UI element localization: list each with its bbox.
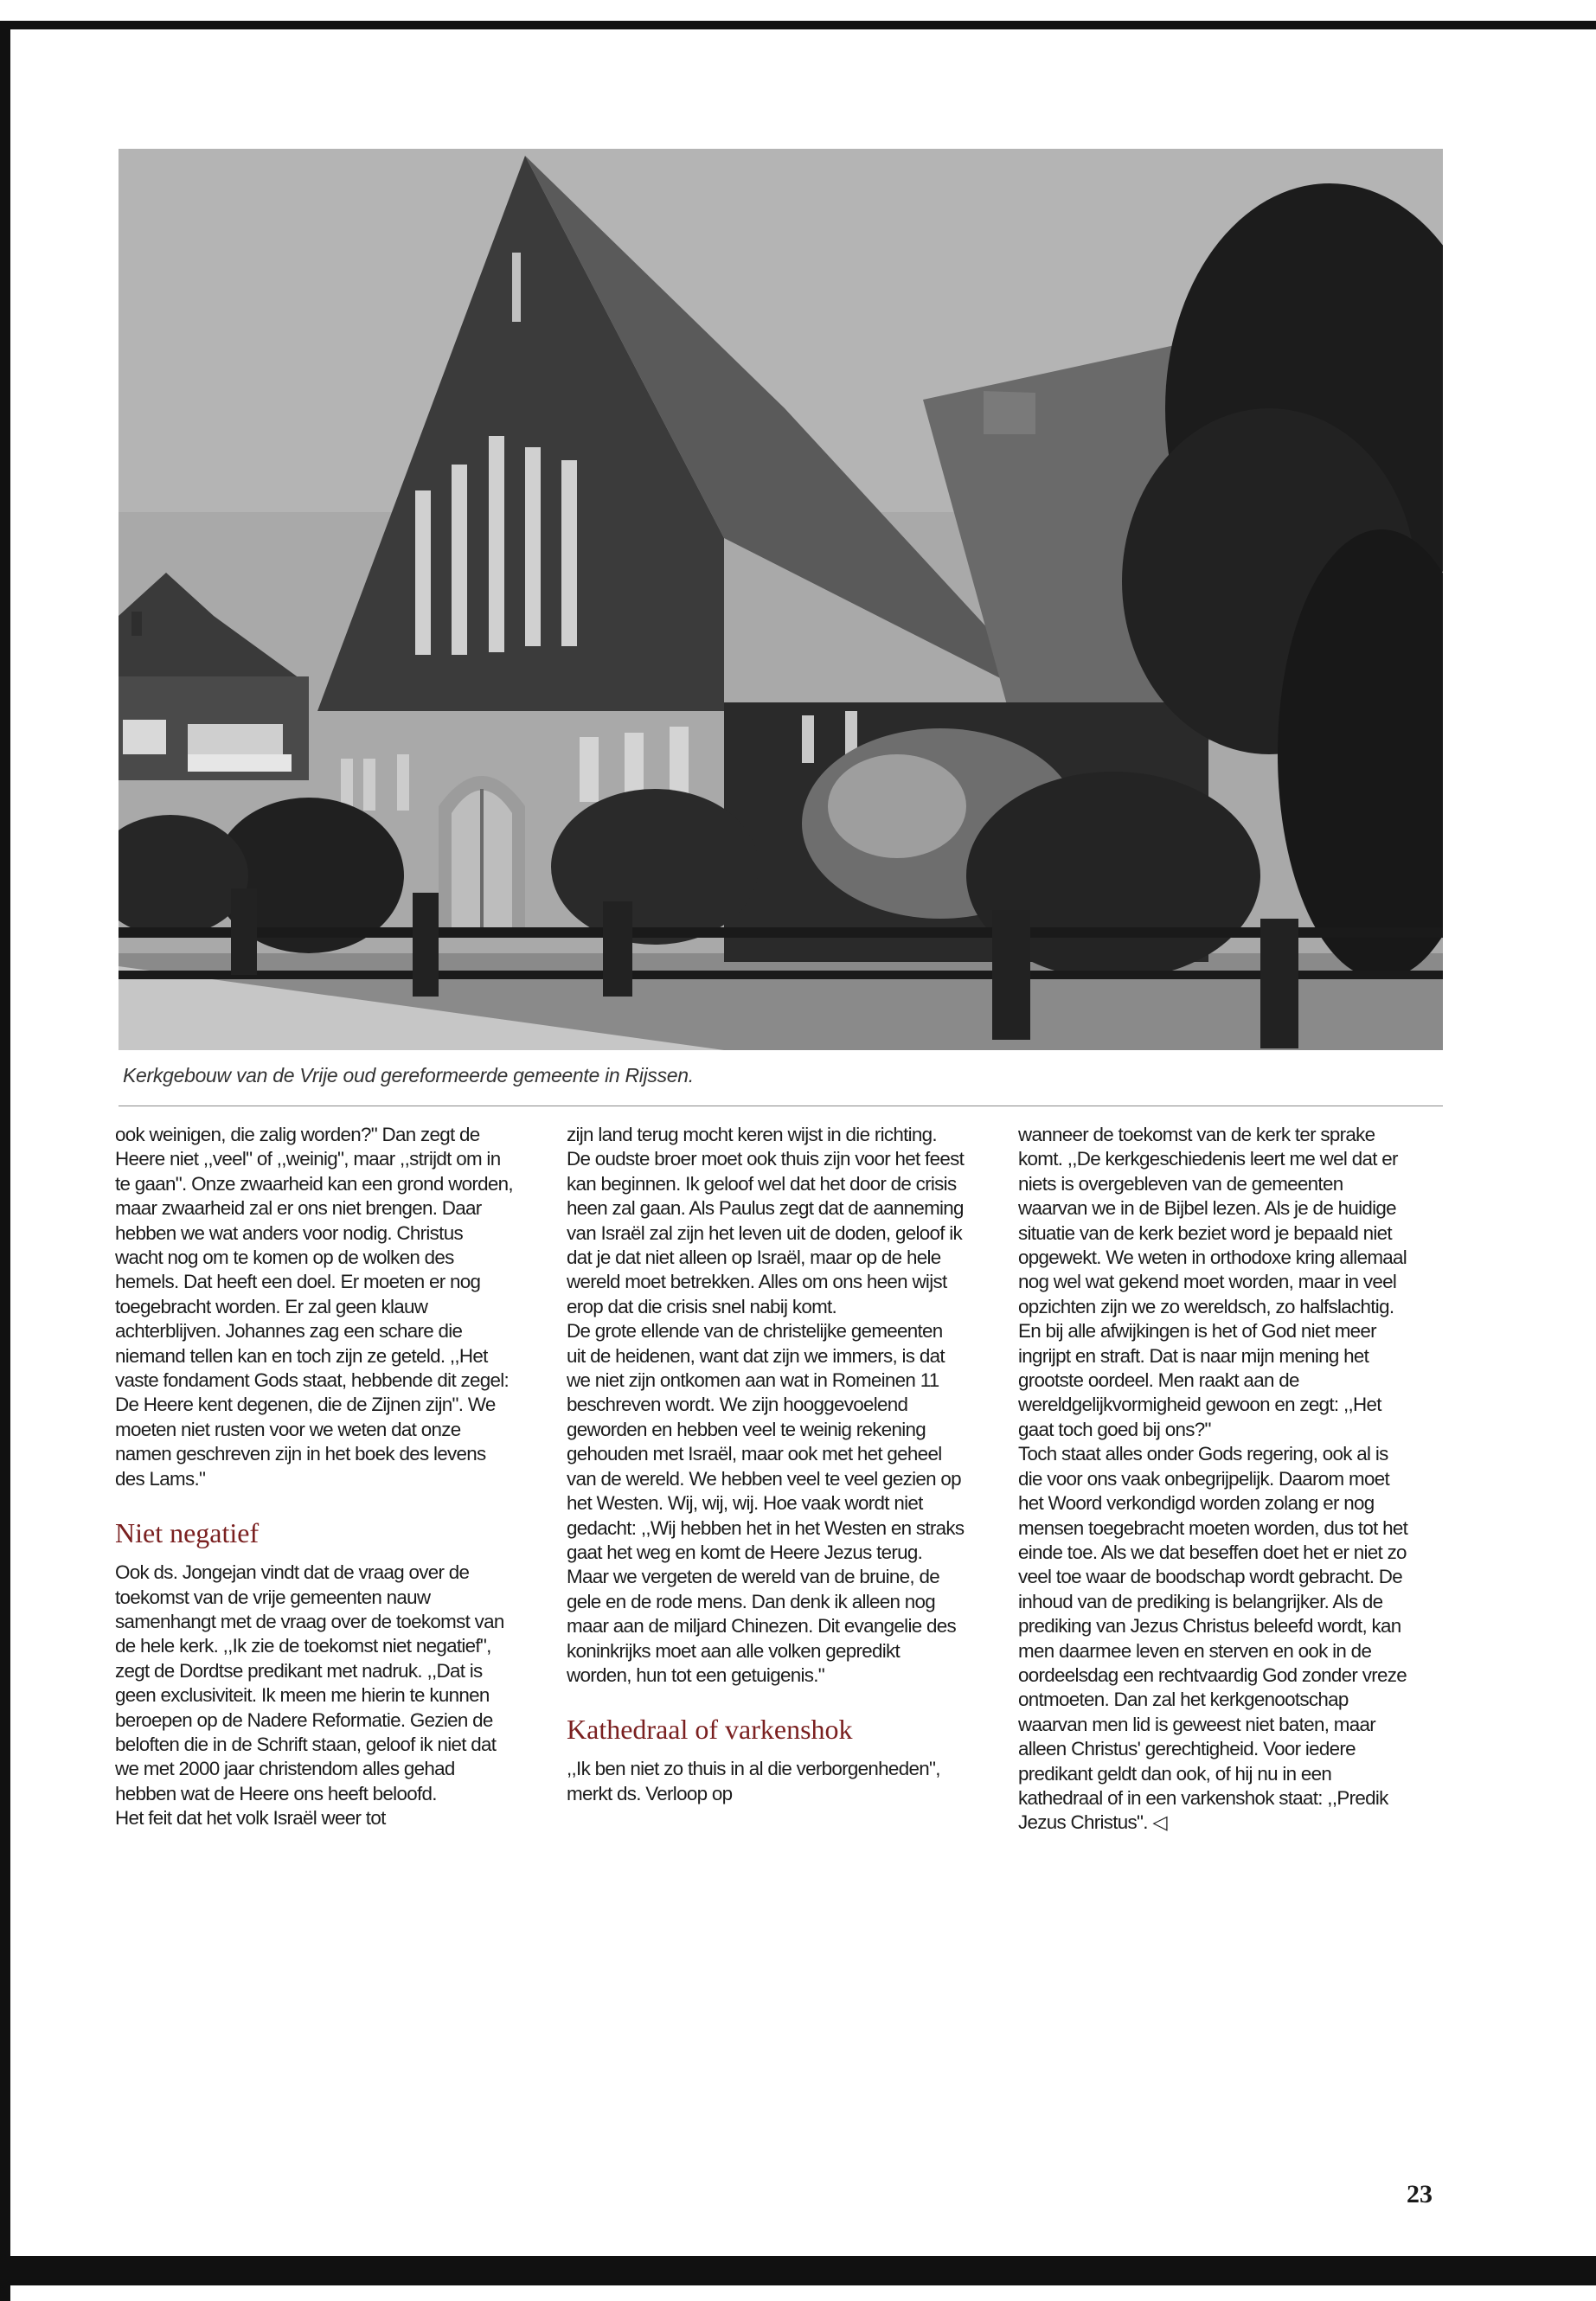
text-column-3 xyxy=(1018,1123,1416,1836)
church-photo xyxy=(119,149,1443,1050)
page-bottom-border xyxy=(0,2256,1596,2285)
page-left-border xyxy=(0,21,10,2301)
paragraph: De grote ellende van de christelijke gemeenten uit de heidenen, want dat zijn we immers, is dat we niet zijn ontkomen aan wat in Romeinen 11 beschreven wordt. We zijn hooggevoelend geworden en hebben veel te weinig rekening gehouden met Israël, maar ook met het geheel van de wereld. We hebben veel te veel gezien op het Westen. Wij, wij, wij. Hoe vaak wordt niet gedacht: ,,Wij hebben het in het Westen en straks gaat het weg en komt de Heere Jezus terug. Maar we vergeten de wereld van de bruine, de gele en de rode mens. Dan denk ik alleen nog maar aan de miljard Chinezen. Dit evangelie des koninkrijks moet aan alle volken gepredikt worden, hun tot een getuigenis." xyxy=(567,1320,965,1686)
page-top-border xyxy=(0,21,1596,29)
paragraph: Toch staat alles onder Gods regering, ook al is die voor ons vaak onbegrijpelijk. Daarom moet het Woord verkondigd worden zolang er nog mensen toegebracht moeten worden, dus tot het einde toe. Als we dat beseffen doet het er niet zo veel toe waar de boodschap wordt gebracht. De inhoud van de prediking is belangrijker. Als de prediking van Jezus Christus beleefd wordt, kan men daarmee leven en sterven en ook in de oordeelsdag een rechtvaardig God zonder vreze ontmoeten. Dan zal het kerkgenootschap waarvan men lid is geweest niet baten, maar alleen Christus' gerechtigheid. Voor iedere predikant geldt dan ook, of hij nu in een kathedraal of in een varkenshok staat: ,,Predik Jezus Christus". ◁ xyxy=(1018,1443,1408,1834)
paragraph: zijn land terug mocht keren wijst in die richting. De oudste broer moet ook thuis zijn voor het feest kan beginnen. Ik geloof wel dat het door de crisis heen zal gaan. Als Paulus zegt dat de aanneming van Israël zal zijn het leven uit de doden, geloof ik dat je dat niet alleen op Israël, maar op de hele wereld moet betrekken. Alles om ons heen wijst erop dat die crisis snel nabij komt. xyxy=(567,1124,965,1317)
photo-caption: Kerkgebouw van de Vrije oud gereformeerde gemeente in Rijssen. xyxy=(123,1064,694,1086)
paragraph: wanneer de toekomst van de kerk ter sprake komt. ,,De kerkgeschiedenis leert me wel dat er niets is overgebleven van de gemeenten waarvan we in de Bijbel lezen. Als je de huidige situatie van de kerk beziet word je bepaald niet opgewekt. We weten in orthodoxe kring allemaal nog wel wat gekend moet worden, maar in veel opzichten zijn we zo wereldsch, zo halfslachtig. En bij alle afwijkingen is het of God niet meer ingrijpt en straft. Dat is naar mijn mening het grootste oordeel. Men raakt aan de wereldgelijkvormigheid gewoon en zegt: ,,Het gaat toch goed bij ons?" xyxy=(1018,1124,1407,1440)
paragraph: ,,Ik ben niet zo thuis in al die verborgenheden", merkt ds. Verloop op xyxy=(567,1758,940,1804)
section-heading-niet-negatief: Niet negatief xyxy=(115,1517,260,1549)
page-number: 23 xyxy=(1407,2180,1433,2208)
paragraph: ook weinigen, die zalig worden?" Dan zegt de Heere niet ,,veel" of ,,weinig", maar ,,strijdt om in te gaan". Onze zwaarheid kan een grond worden, maar zwaarheid zal er ons niet brengen. Daar hebben we wat anders voor nodig. Christus wacht nog om te komen op de wolken des hemels. Dat heeft een doel. Er moeten er nog toegebracht worden. Er zal geen klauw achterblijven. Johannes zag een schare die niemand tellen kan en toch zijn ze geteld. ,,Het vaste fondament Gods staat, hebbende dit zegel: De Heere kent degenen, die de Zijnen zijn". We moeten niet rusten voor we weten dat onze namen geschreven zijn in het boek des levens des Lams." xyxy=(115,1124,513,1490)
paragraph: Het feit dat het volk Israël weer tot xyxy=(115,1807,386,1830)
text-column-2 xyxy=(567,1123,965,1806)
text-column-1 xyxy=(115,1123,513,1831)
paragraph: Ook ds. Jongejan vindt dat de vraag over de toekomst van de vrije gemeenten nauw samenhangt met de vraag over de toekomst van de hele kerk. ,,Ik zie de toekomst niet negatief", zegt de Dordtse predikant met nadruk. ,,Dat is geen exclusiviteit. Ik meen me hierin te kunnen beroepen op de Nadere Reformatie. Gezien de beloften die in de Schrift staan, geloof ik niet dat we met 2000 jaar christendom alles gehad hebben wat de Heere ons heeft beloofd. xyxy=(115,1561,504,1804)
section-heading-kathedraal: Kathedraal of varkenshok xyxy=(567,1714,853,1746)
